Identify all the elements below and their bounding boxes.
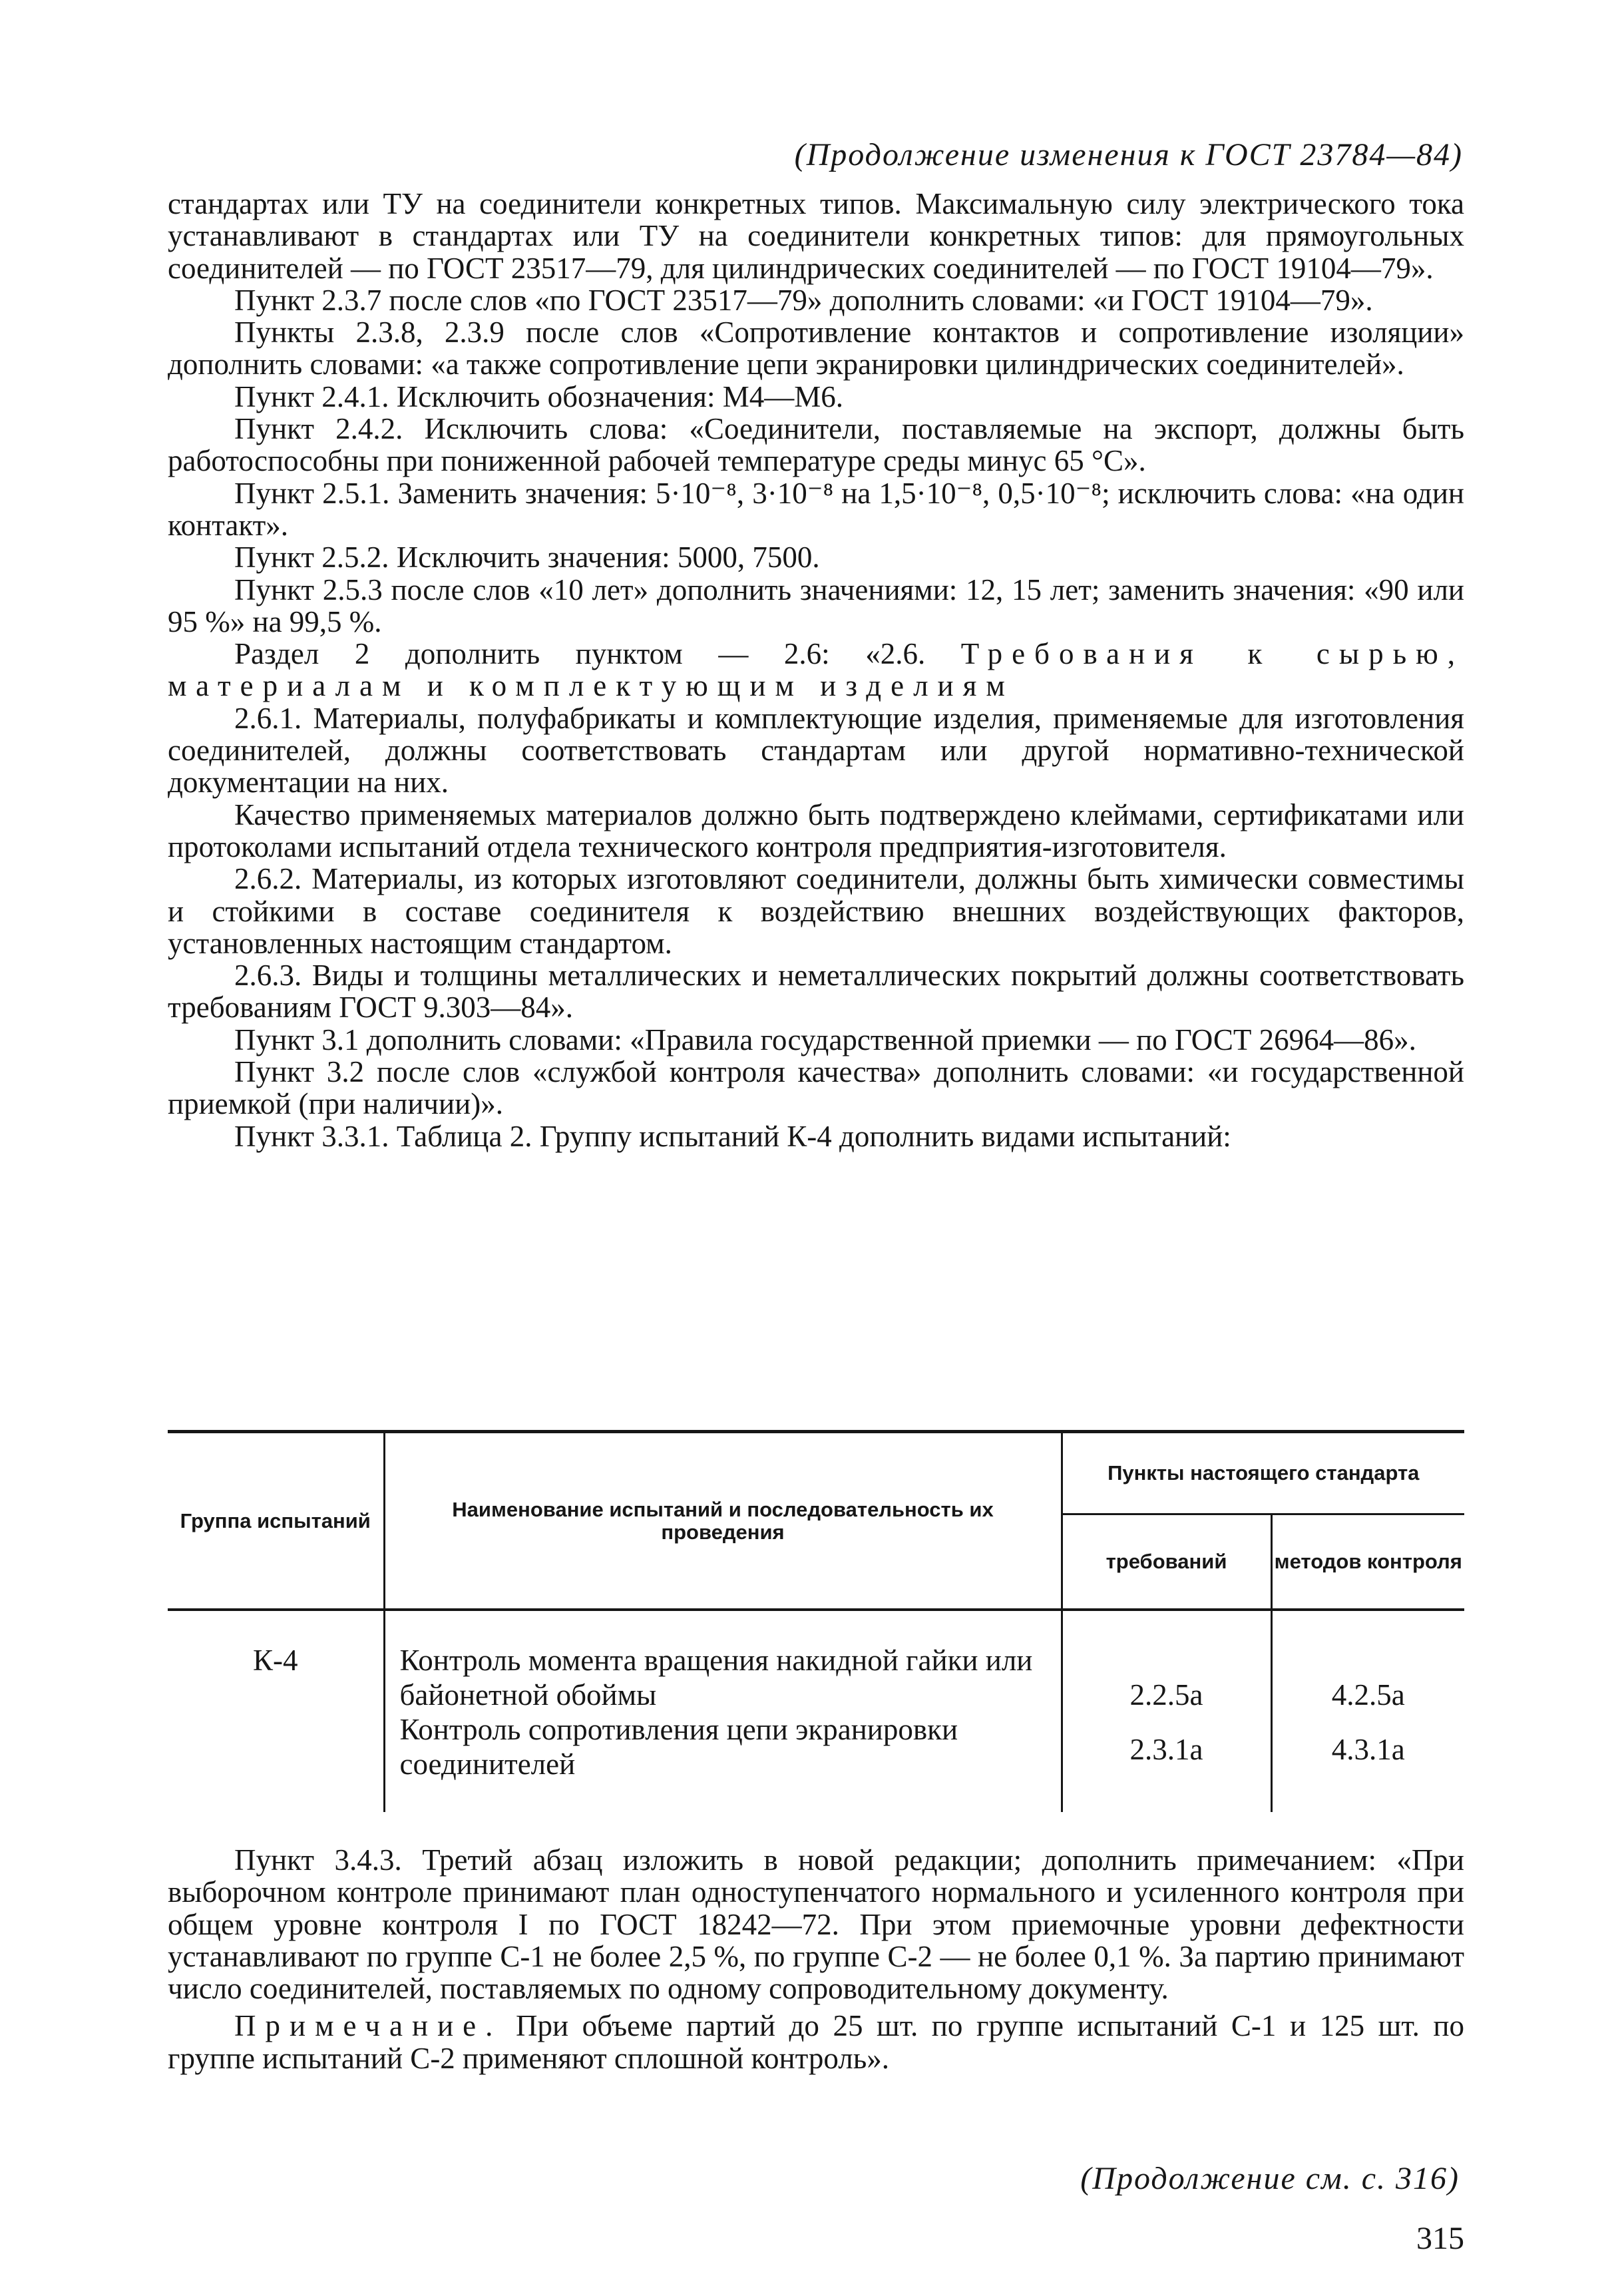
paragraph: Пункт 2.5.2. Исключить значения: 5000, 7500. — [234, 541, 820, 574]
paragraph: Пункт 2.4.1. Исключить обозначения: М4—М6. — [234, 379, 844, 413]
paragraph: 2.6.2. Материалы, из которых изготовляют соединители, должны быть химически совместимы и стойкими в составе соединителя к воздействию внешних воздействующих факторов, установленных настоящим стандартом. — [168, 862, 1464, 960]
paragraph: Пункт 3.3.1. Таблица 2. Группу испытаний К-4 дополнить видами испытаний: — [234, 1119, 1231, 1153]
paragraph: Пункт 3.1 дополнить словами: «Правила государственной приемки — по ГОСТ 26964—86». — [234, 1023, 1416, 1056]
note-label: Примечание. — [234, 2009, 503, 2043]
header-standard-points: Пункты настоящего стандарта — [1062, 1432, 1464, 1514]
after-table-text — [168, 1844, 1464, 2074]
paragraph: Пункт 2.5.1. Заменить значения: 5·10⁻⁸, 3·10⁻⁸ на 1,5·10⁻⁸, 0,5·10⁻⁸; исключить слова: «на один контакт». — [168, 476, 1464, 542]
test-name-cell: Контроль сопротивления цепи экранировки соединителей — [384, 1712, 1062, 1812]
method-cell: 4.2.5а — [1271, 1610, 1464, 1712]
paragraph: 2.6.1. Материалы, полуфабрикаты и комплектующие изделия, применяемые для изготовления соединителей, должны соответствовать стандартам или другой нормативно-технической документации на них. — [168, 701, 1464, 800]
header-test-name: Наименование испытаний и последовательность их проведения — [384, 1432, 1062, 1610]
header-group: Группа испытаний — [180, 1508, 371, 1532]
method-cell: 4.3.1а — [1271, 1712, 1464, 1812]
page-number: 315 — [1416, 2221, 1464, 2256]
spaced-heading: Требования к сырью, материалам и комплектующим изделиям — [168, 637, 1465, 703]
requirement-cell: 2.3.1а — [1062, 1712, 1271, 1812]
paragraph: Пункт 3.2 после слов «службой контроля качества» дополнить словами: «и государственной приемкой (при наличии)». — [168, 1055, 1464, 1121]
header-methods: методов контроля — [1271, 1514, 1464, 1610]
tests-table — [168, 1430, 1464, 1812]
paragraph: стандартах или ТУ на соединители конкретных типов. Максимальную силу электрического тока устанавливают в стандартах или ТУ на соединители конкретных типов: для прямоугольных соединителей — по ГОСТ 23517—79, для цилиндрических соединителей — по ГОСТ 19104—79». — [168, 187, 1464, 285]
paragraph: Пункты 2.3.8, 2.3.9 после слов «Сопротивление контактов и сопротивление изоляции» дополнить словами: «а также сопротивление цепи экранировки цилиндрических соединителей». — [168, 316, 1464, 381]
paragraph-lead: Раздел 2 дополнить пунктом — 2.6: «2.6. — [234, 637, 926, 671]
paragraph: 2.6.3. Виды и толщины металлических и неметаллических покрытий должны соответствовать требованиям ГОСТ 9.303—84». — [168, 959, 1464, 1025]
paragraph: Пункт 3.4.3. Третий абзац изложить в новой редакции; дополнить примечанием: «При выборочном контроле принимают план одноступенчатого нормального и усиленного контроля при общем уровне контроля I по ГОСТ 18242—72. При этом приемочные уровни дефектности устанавливают по группе С-1 не более 2,5 %, по группе С-2 — не более 0,1 %. За партию принимают число соединителей, поставляемых по одному сопроводительному документу. — [168, 1843, 1464, 2006]
body-text — [168, 188, 1464, 1152]
paragraph: Качество применяемых материалов должно быть подтверждено клеймами, сертификатами или протоколами испытаний отдела технического контроля предприятия-изготовителя. — [168, 798, 1464, 863]
test-name-cell: Контроль момента вращения накидной гайки или байонетной обоймы — [384, 1610, 1062, 1712]
paragraph: Пункт 2.4.2. Исключить слова: «Соединители, поставляемые на экспорт, должны быть работоспособны при пониженной рабочей температуре среды минус 65 °С». — [168, 412, 1464, 478]
continuation-header: (Продолжение изменения к ГОСТ 23784—84) — [794, 137, 1463, 172]
header-requirements: требований — [1062, 1514, 1271, 1610]
note-text: При объеме партий до 25 шт. по группе испытаний С-1 и 125 шт. по группе испытаний С-2 применяют сплошной контроль». — [168, 2009, 1465, 2075]
paragraph — [168, 638, 1464, 702]
paragraph: Пункт 2.5.3 после слов «10 лет» дополнить значениями: 12, 15 лет; заменить значения: «90 или 95 %» на 99,5 %. — [168, 573, 1464, 638]
test-group-cell: К-4 — [253, 1644, 298, 1677]
continuation-footer: (Продолжение см. с. 316) — [1080, 2161, 1460, 2196]
note — [168, 2010, 1464, 2074]
paragraph: Пункт 2.3.7 после слов «по ГОСТ 23517—79» дополнить словами: «и ГОСТ 19104—79». — [234, 283, 1373, 317]
requirement-cell: 2.2.5а — [1062, 1610, 1271, 1712]
